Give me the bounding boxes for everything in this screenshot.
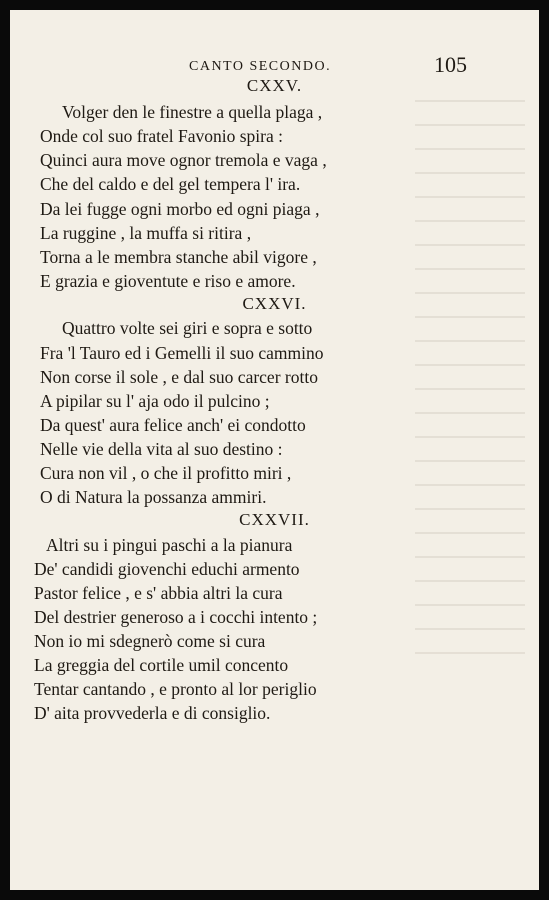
verse-line: Cura non vil , o che il profitto miri , [40, 463, 292, 483]
verse-line: Quattro volte sei giri e sopra e sotto [62, 318, 313, 338]
verse-line: Fra 'l Tauro ed i Gemelli il suo cammino [40, 343, 324, 363]
verse-line: Altri su i pingui paschi a la pianura [46, 535, 293, 555]
stanza-number: CXXV. [246, 76, 303, 95]
show-through-text [415, 100, 525, 740]
verse-line: D' aita provvederla e di consiglio. [34, 703, 271, 723]
verse-line: Da lei fugge ogni morbo ed ogni piaga , [40, 199, 320, 219]
book-page [10, 10, 539, 890]
verse-line: Del destrier generoso a i cocchi intento ; [34, 607, 318, 627]
verse-line: Che del caldo e del gel tempera l' ira. [40, 174, 301, 194]
verse-line: A pipilar su l' aja odo il pulcino ; [40, 391, 270, 411]
verse-line: Volger den le finestre a quella plaga , [62, 102, 323, 122]
verse-line: Tentar cantando , e pronto al lor periglio [34, 679, 317, 699]
verse-line: Nelle vie della vita al suo destino : [40, 439, 283, 459]
verse-line: O di Natura la possanza ammiri. [40, 487, 267, 507]
verse-line: Pastor felice , e s' abbia altri la cura [34, 583, 283, 603]
verse-line: Non corse il sole , e dal suo carcer rotto [40, 367, 318, 387]
page-number: 105 [434, 52, 467, 77]
verse-line: Da quest' aura felice anch' ei condotto [40, 415, 306, 435]
verse-line: Torna a le membra stanche abil vigore , [40, 247, 317, 267]
verse-line: Quinci aura move ognor tremola e vaga , [40, 150, 327, 170]
verse-line: Non io mi sdegnerò come si cura [34, 631, 266, 651]
stanza-number: CXXVI. [242, 294, 307, 313]
verse-line: E grazia e gioventute e riso e amore. [40, 271, 296, 291]
stanza-number: CXXVII. [239, 510, 310, 529]
verse-line: La ruggine , la muffa si ritira , [40, 223, 252, 243]
verse-line: La greggia del cortile umil concento [34, 655, 289, 675]
running-title: CANTO SECONDO. [189, 59, 332, 74]
verse-line: Onde col suo fratel Favonio spira : [40, 126, 284, 146]
verse-line: De' candidi giovenchi educhi armento [34, 559, 300, 579]
